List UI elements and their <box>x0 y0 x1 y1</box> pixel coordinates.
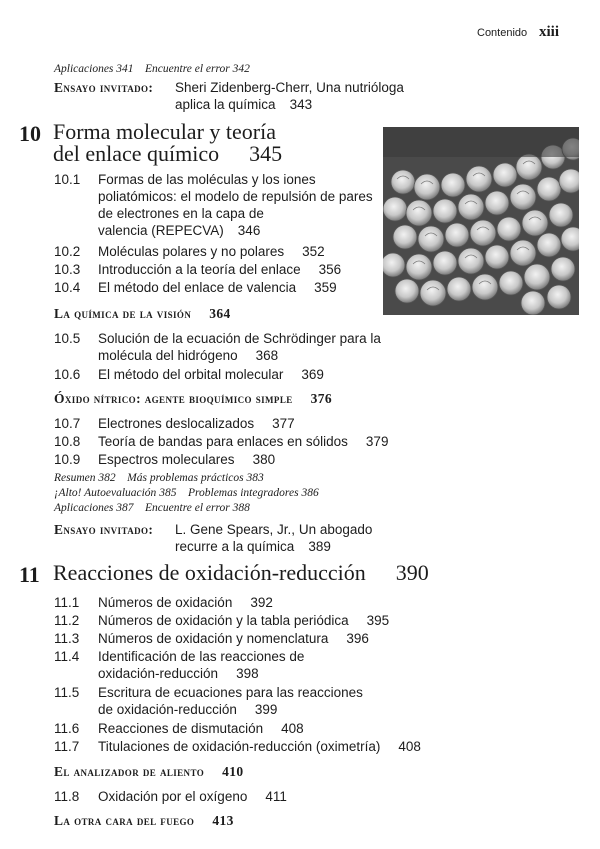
feature-box-nitric-oxide[interactable]: Óxido nítrico: agente bioquímico simple 376 <box>54 391 333 406</box>
chapter-10-number: 10 <box>19 121 41 146</box>
feature-box-vision[interactable]: La química de la visión 364 <box>54 306 231 321</box>
toc-entry-10-4[interactable]: 10.4 El método del enlace de valencia 359 <box>54 280 337 295</box>
toc-entry-11-1[interactable]: 11.1 Números de oxidación 392 <box>54 595 273 610</box>
toc-entry-10-2[interactable]: 10.2 Moléculas polares y no polares 352 <box>54 244 325 259</box>
toc-entry-10-7[interactable]: 10.7 Electrones deslocalizados 377 <box>54 416 295 431</box>
chapter-10-title-line1: Forma molecular y teoría <box>53 119 276 144</box>
toc-entry-11-7[interactable]: 11.7 Titulaciones de oxidación-reducción (oximetría) 408 <box>54 739 421 754</box>
toc-entry-11-2[interactable]: 11.2 Números de oxidación y la tabla periódica 395 <box>54 613 390 628</box>
refs-ch10-line3: Aplicaciones 387 Encuentre el error 388 <box>54 502 250 514</box>
toc-entry-10-6[interactable]: 10.6 El método del orbital molecular 369 <box>54 367 324 382</box>
guest-essay-line2: aplica la química 343 <box>175 97 313 112</box>
toc-entry-11-5[interactable]: 11.5 Escritura de ecuaciones para las reacciones de oxidación-reducción 399 <box>54 685 363 717</box>
roses-photo <box>383 127 579 315</box>
refs-top: Aplicaciones 341 Encuentre el error 342 <box>54 63 250 75</box>
toc-entry-11-6[interactable]: 11.6 Reacciones de dismutación 408 <box>54 721 304 736</box>
guest-essay-2-line1: L. Gene Spears, Jr., Un abogado <box>175 522 373 537</box>
chapter-11-title: Reacciones de oxidación-reducción 390 <box>53 560 429 585</box>
toc-entry-11-3[interactable]: 11.3 Números de oxidación y nomenclatura 396 <box>54 631 369 646</box>
toc-entry-10-9[interactable]: 10.9 Espectros moleculares 380 <box>54 452 276 467</box>
guest-essay-line1: Sheri Zidenberg-Cherr, Una nutrióloga <box>175 80 404 95</box>
running-header-label: Contenido <box>477 27 528 39</box>
toc-entry-10-3[interactable]: 10.3 Introducción a la teoría del enlace 356 <box>54 262 342 277</box>
refs-ch10-line2: ¡Alto! Autoevaluación 385 Problemas integradores 386 <box>54 487 319 499</box>
toc-entry-10-8[interactable]: 10.8 Teoría de bandas para enlaces en sólidos 379 <box>54 434 389 449</box>
guest-essay-2-line2: recurre a la química 389 <box>175 539 331 554</box>
guest-essay-label-2: Ensayo invitado: <box>54 522 154 537</box>
toc-entry-11-8[interactable]: 11.8 Oxidación por el oxígeno 411 <box>54 789 287 804</box>
chapter-10-title-line2: del enlace químico 345 <box>53 141 283 166</box>
chapter-11-number: 11 <box>19 562 40 587</box>
feature-box-fire[interactable]: La otra cara del fuego 413 <box>54 813 234 828</box>
toc-entry-11-4[interactable]: 11.4 Identificación de las reacciones de oxidación-reducción 398 <box>54 649 305 681</box>
guest-essay-label: Ensayo invitado: <box>54 80 154 95</box>
page-number: xiii <box>539 24 560 40</box>
refs-ch10-line1: Resumen 382 Más problemas prácticos 383 <box>54 472 264 484</box>
feature-box-breath-analyzer[interactable]: El analizador de aliento 410 <box>54 764 244 779</box>
toc-entry-10-5[interactable]: 10.5 Solución de la ecuación de Schrödinger para la molécula del hidrógeno 368 <box>54 331 381 363</box>
